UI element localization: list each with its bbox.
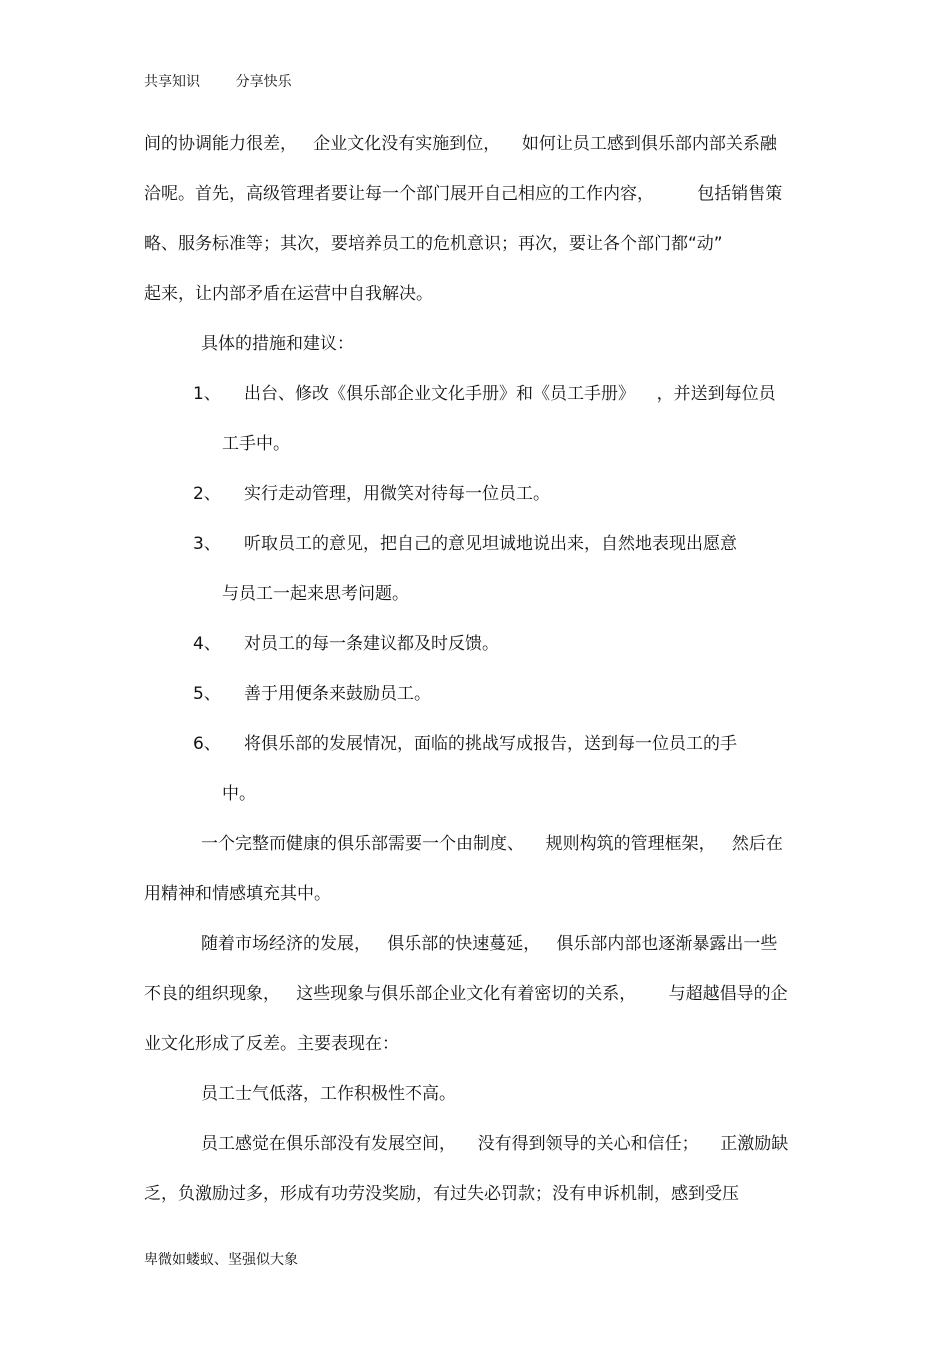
item-continuation: 中。	[222, 784, 256, 804]
paragraph-line: 一个完整而健康的俱乐部需要一个由制度、 规则构筑的管理框架， 然后在	[201, 834, 783, 854]
item-text: 对员工的每一条建议都及时反馈。	[244, 634, 499, 654]
item-text: 听取员工的意见，把自己的意见坦诚地说出来，自然地表现出愿意	[244, 534, 737, 554]
paragraph-line: 洽呢。首先，高级管理者要让每一个部门展开自己相应的工作内容， 包括销售策	[144, 184, 783, 204]
item-number: 4、	[193, 634, 221, 654]
item-text: 善于用便条来鼓励员工。	[244, 684, 431, 704]
measures-title: 具体的措施和建议：	[201, 334, 354, 354]
paragraph-line: 用精神和情感填充其中。	[144, 884, 331, 904]
item-continuation: 与员工一起来思考问题。	[222, 584, 409, 604]
paragraph-line: 员工感觉在俱乐部没有发展空间， 没有得到领导的关心和信任； 正激励缺	[201, 1134, 789, 1154]
paragraph-line: 略、服务标准等；其次，要培养员工的危机意识；再次，要让各个部门都“动”	[144, 234, 723, 254]
paragraph-line: 乏，负激励过多，形成有功劳没奖励，有过失必罚款；没有申诉机制，感到受压	[144, 1184, 739, 1204]
item-number: 3、	[193, 534, 221, 554]
item-number: 1、	[193, 384, 221, 404]
page-header: 共享知识 分享快乐	[144, 74, 292, 90]
paragraph-line: 间的协调能力很差， 企业文化没有实施到位， 如何让员工感到俱乐部内部关系融	[144, 134, 777, 154]
paragraph-line: 起来，让内部矛盾在运营中自我解决。	[144, 284, 433, 304]
item-text: 实行走动管理，用微笑对待每一位员工。	[244, 484, 550, 504]
item-text: 将俱乐部的发展情况，面临的挑战写成报告，送到每一位员工的手	[244, 734, 737, 754]
item-number: 5、	[193, 684, 221, 704]
paragraph-line: 不良的组织现象， 这些现象与俱乐部企业文化有着密切的关系， 与超越倡导的企	[144, 984, 788, 1004]
paragraph-line: 员工士气低落，工作积极性不高。	[201, 1084, 456, 1104]
page-footer: 卑微如蝼蚁、坚强似大象	[144, 1252, 298, 1268]
paragraph-line: 随着市场经济的发展， 俱乐部的快速蔓延， 俱乐部内部也逐渐暴露出一些	[201, 934, 778, 954]
item-number: 2、	[193, 484, 221, 504]
item-continuation: 工手中。	[222, 434, 290, 454]
paragraph-line: 业文化形成了反差。主要表现在：	[144, 1034, 399, 1054]
item-number: 6、	[193, 734, 221, 754]
item-text: 出台、修改《俱乐部企业文化手册》和《员工手册》 ，并送到每位员	[244, 384, 776, 404]
